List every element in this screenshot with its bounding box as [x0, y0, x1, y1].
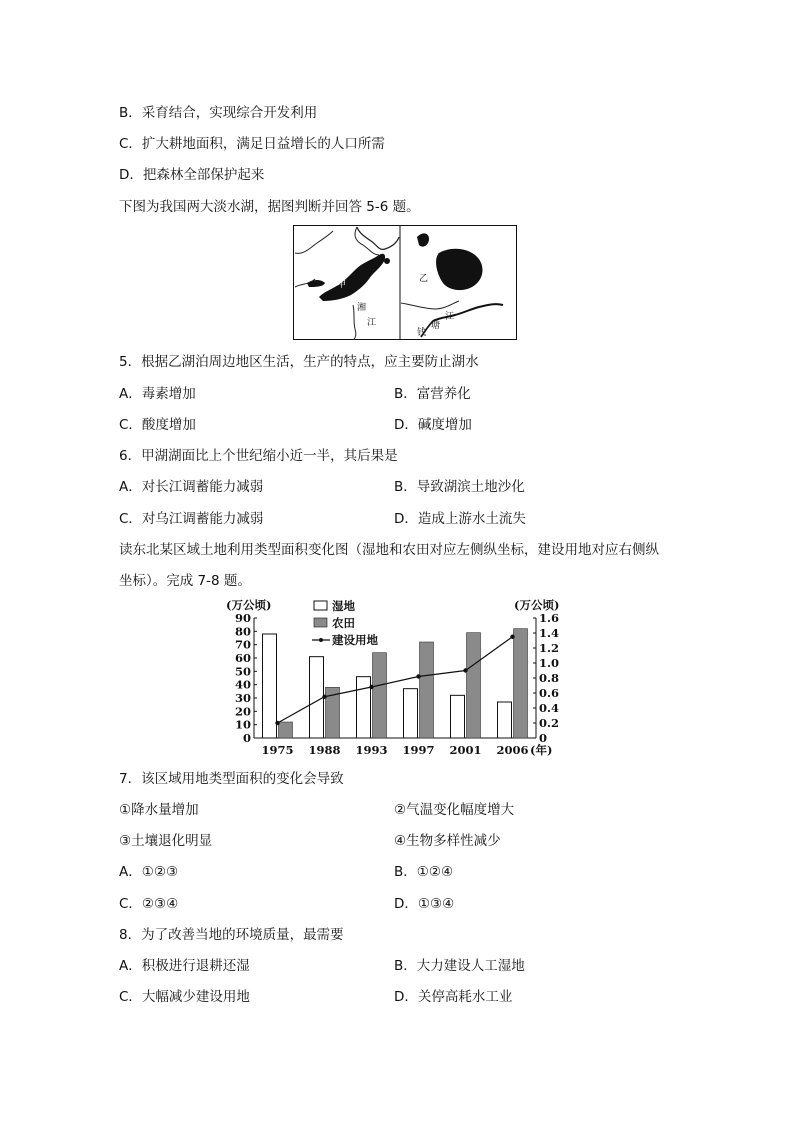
- bar-wetland: [451, 695, 465, 738]
- x-tick-label: 1975: [261, 743, 294, 757]
- bar-farmland: [467, 633, 481, 738]
- q8-option-d: D．关停高耗水工业: [394, 989, 513, 1005]
- intro-5-6: 下图为我国两大淡水湖，据图判断并回答 5-6 题。: [119, 199, 420, 215]
- map-label-jia: 甲: [337, 280, 347, 290]
- legend-label-farmland: 农田: [332, 616, 355, 630]
- map-label-xiang: 湘: [357, 303, 367, 313]
- q6-option-b: B．导致湖滨土地沙化: [394, 479, 525, 495]
- map-label-jiang-right: 江: [445, 312, 455, 322]
- y-tick-label-right: 0.6: [539, 686, 560, 700]
- legend-label-construction: 建设用地: [332, 633, 378, 647]
- intro-7-8-line1: 读东北某区域土地利用类型面积变化图（湿地和农田对应左侧纵坐标，建设用地对应右侧纵: [119, 542, 659, 558]
- bar-wetland: [263, 634, 277, 738]
- y-tick-label-right: 0.4: [539, 701, 560, 715]
- q5-option-c: C．酸度增加: [119, 417, 196, 433]
- q6-option-c: C．对乌江调蓄能力减弱: [119, 511, 264, 527]
- bar-farmland: [420, 642, 434, 738]
- q5-option-b: B．富营养化: [394, 386, 471, 402]
- y-tick-label-left: 80: [234, 624, 251, 639]
- q8-option-b: B．大力建设人工湿地: [394, 958, 525, 974]
- y-tick-label-right: 0.8: [539, 671, 560, 685]
- point-construction: [463, 668, 467, 672]
- y-tick-label-left: 40: [234, 677, 251, 692]
- bar-farmland: [373, 653, 387, 738]
- bar-wetland: [404, 689, 418, 738]
- q7-option-a: A．①②③: [119, 864, 179, 880]
- bar-wetland: [357, 677, 371, 738]
- x-tick-label: 1988: [308, 743, 341, 757]
- point-construction: [510, 635, 514, 639]
- y-tick-label-left: 70: [234, 637, 251, 652]
- y-tick-label-left: 20: [234, 704, 251, 719]
- legend-marker-construction: [319, 638, 323, 642]
- q7-item-3: ③土壤退化明显: [119, 833, 213, 849]
- point-construction: [322, 695, 326, 699]
- q5-option-a: A．毒素增加: [119, 386, 196, 402]
- q4-option-d: D．把森林全部保护起来: [119, 167, 265, 183]
- q6-stem: 6．甲湖湖面比上个世纪缩小近一半，其后果是: [119, 448, 398, 464]
- bar-wetland: [310, 657, 324, 738]
- ylabel-right: (万公顷): [514, 598, 560, 612]
- map-label-yi: 乙: [419, 274, 429, 284]
- q4-option-c: C．扩大耕地面积，满足日益增长的人口所需: [119, 136, 385, 152]
- y-tick-label-right: 0.2: [539, 716, 560, 730]
- y-tick-label-right: 0: [539, 731, 548, 745]
- q7-item-2: ②气温变化幅度增大: [394, 802, 515, 818]
- bar-farmland: [279, 722, 293, 738]
- bar-farmland: [514, 629, 528, 738]
- point-construction: [369, 685, 373, 689]
- bar-wetland: [498, 702, 512, 738]
- y-tick-label-left: 10: [234, 717, 251, 732]
- x-tick-label: 2006: [496, 743, 529, 757]
- legend-swatch-farmland: [314, 618, 327, 627]
- y-tick-label-left: 50: [234, 664, 251, 679]
- q5-option-d: D．碱度增加: [394, 417, 472, 433]
- q4-option-b: B．采育结合，实现综合开发利用: [119, 105, 318, 121]
- q7-stem: 7．该区域用地类型面积的变化会导致: [119, 771, 344, 787]
- y-tick-label-left: 30: [234, 691, 251, 705]
- q6-option-a: A．对长江调蓄能力减弱: [119, 479, 264, 495]
- q8-stem: 8．为了改善当地的环境质量，最需要: [119, 927, 344, 943]
- q7-option-d: D．①③④: [394, 896, 455, 912]
- q7-item-1: ①降水量增加: [119, 802, 199, 818]
- q7-option-b: B．①②④: [394, 864, 454, 880]
- y-tick-label-right: 1.0: [539, 656, 560, 670]
- q8-option-c: C．大幅减少建设用地: [119, 989, 250, 1005]
- q5-stem: 5．根据乙湖泊周边地区生活，生产的特点，应主要防止湖水: [119, 354, 479, 370]
- q7-option-c: C．②③④: [119, 896, 179, 912]
- y-tick-label-left: 60: [234, 651, 251, 665]
- map-label-jiang-left: 江: [367, 318, 377, 328]
- y-tick-label-left: 0: [242, 731, 251, 745]
- lakes-map: [293, 225, 517, 340]
- y-tick-label-right: 1.4: [539, 626, 560, 640]
- point-construction: [275, 721, 279, 725]
- x-tick-label: 1993: [355, 743, 388, 757]
- ylabel-left: (万公顷): [226, 598, 272, 612]
- y-tick-label-right: 1.6: [539, 611, 560, 625]
- x-tick-label: 1997: [402, 743, 435, 757]
- intro-7-8-line2: 坐标）。完成 7-8 题。: [119, 573, 251, 589]
- map-label-qian: 钱: [417, 328, 427, 338]
- q8-option-a: A．积极进行退耕还湿: [119, 958, 250, 974]
- y-tick-label-left: 90: [234, 611, 251, 625]
- map-label-tang: 塘: [431, 321, 441, 331]
- point-construction: [416, 674, 420, 678]
- legend-swatch-wetland: [314, 601, 327, 610]
- y-tick-label-right: 1.2: [539, 641, 560, 655]
- x-axis-suffix: (年): [530, 743, 553, 757]
- legend-label-wetland: 湿地: [332, 599, 355, 613]
- q6-option-d: D．造成上游水土流失: [394, 511, 526, 527]
- x-tick-label: 2001: [449, 743, 482, 757]
- q7-item-4: ④生物多样性减少: [394, 833, 501, 849]
- land-use-chart: [218, 596, 578, 764]
